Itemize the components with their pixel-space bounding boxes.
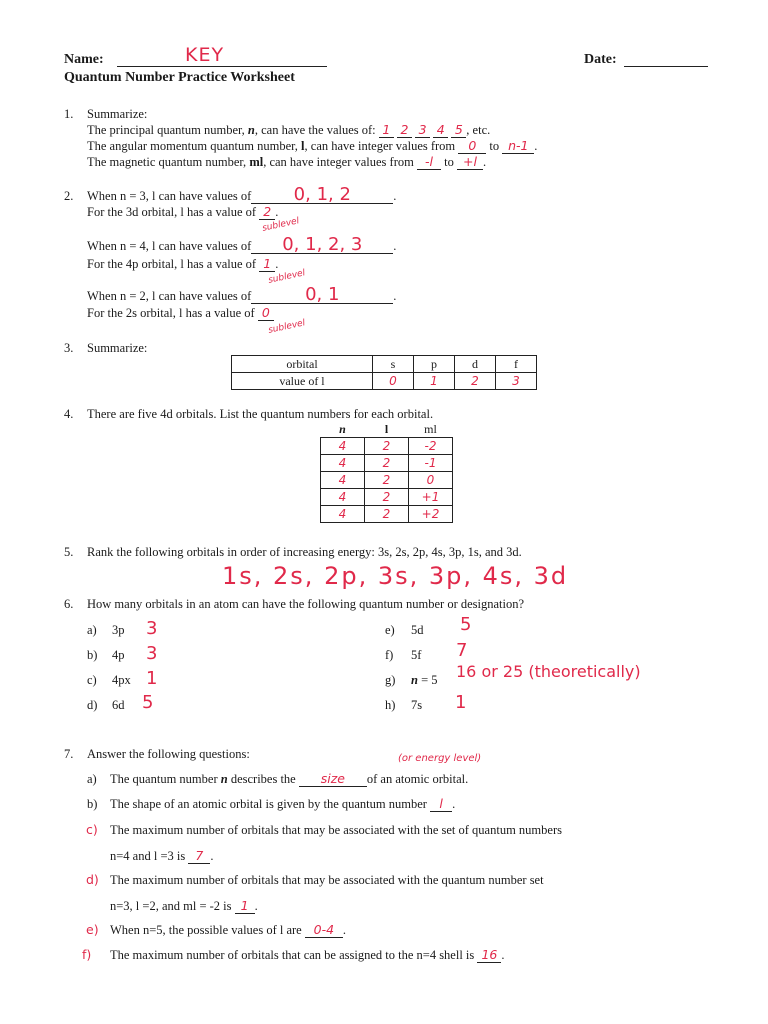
q7-c-line1: The maximum number of orbitals that may be associated with the set of quantum numbers xyxy=(110,823,562,837)
table-row xyxy=(321,455,453,472)
worksheet-title: Quantum Number Practice Worksheet xyxy=(64,70,295,85)
q6-label-c: 4px xyxy=(112,673,131,687)
table-cell: 2 xyxy=(365,438,409,455)
table-cell: 0 xyxy=(409,472,453,489)
table-row xyxy=(321,472,453,489)
q2-when-3: When n = 2, l can have values of 0, 1 . xyxy=(87,284,397,305)
q5-question: Rank the following orbitals in order of increasing energy: 3s, 2s, 2p, 4s, 3p, 1s, and 3d. xyxy=(87,545,522,559)
q6-item-f: f) xyxy=(385,648,394,662)
q3-number: 3. xyxy=(64,341,74,355)
name-label: Name: xyxy=(64,52,104,67)
q7-a-letter: a) xyxy=(87,772,97,786)
q1-number: 1. xyxy=(64,107,74,121)
table-header-orbital: orbital xyxy=(232,356,373,373)
q6-answer-d: 5 xyxy=(142,692,154,713)
q2-number: 2. xyxy=(64,189,74,203)
q7-note: (or energy level) xyxy=(398,753,482,764)
q5-answer: 1s, 2s, 2p, 3s, 3p, 4s, 3d xyxy=(222,562,569,590)
q2-note-2: sublevel xyxy=(267,268,307,286)
q7-b: The shape of an atomic orbital is given by the quantum number l . xyxy=(110,796,456,811)
q6-item-b: b) xyxy=(87,648,98,662)
table-cell: -2 xyxy=(409,438,453,455)
name-line xyxy=(117,66,327,67)
q7-f: The maximum number of orbitals that can be assigned to the n=4 shell is 16 . xyxy=(110,947,505,962)
q1-line2: The angular momentum quantum number, l, can have integer values from 0 to n-1 . xyxy=(87,138,538,153)
q7-number: 7. xyxy=(64,747,74,761)
table-cell: -1 xyxy=(409,455,453,472)
q6-item-h: h) xyxy=(385,698,396,712)
table-header-f: f xyxy=(496,356,537,373)
table-header-p: p xyxy=(414,356,455,373)
quantum-numbers-table xyxy=(320,421,453,523)
q6-label-f: 5f xyxy=(411,648,422,662)
table-row xyxy=(321,489,453,506)
table-cell-s: 0 xyxy=(373,373,414,390)
q1-line1: The principal quantum number, n, can have the values of: 1 2 3 4 5 , etc. xyxy=(87,122,491,137)
table-header-s: s xyxy=(373,356,414,373)
table-cell: 4 xyxy=(321,472,365,489)
table-cell: +1 xyxy=(409,489,453,506)
q6-number: 6. xyxy=(64,597,74,611)
q6-answer-f: 7 xyxy=(456,640,468,661)
orbital-value-table xyxy=(231,355,537,390)
q6-item-a: a) xyxy=(87,623,97,637)
table-cell: 2 xyxy=(365,455,409,472)
q6-label-a: 3p xyxy=(112,623,125,637)
q7-f-letter: f) xyxy=(82,947,92,962)
q6-answer-b: 3 xyxy=(146,643,158,664)
table-cell: 4 xyxy=(321,455,365,472)
q7-heading: Answer the following questions: xyxy=(87,747,250,761)
q6-answer-g: 16 or 25 (theoretically) xyxy=(456,662,641,681)
q7-d-line1: The maximum number of orbitals that may be associated with the quantum number set xyxy=(110,873,544,887)
q6-label-h: 7s xyxy=(411,698,423,712)
table-cell-f: 3 xyxy=(496,373,537,390)
q7-e-letter: e) xyxy=(86,922,99,937)
q6-answer-a: 3 xyxy=(146,618,158,639)
q6-label-e: 5d xyxy=(411,623,424,637)
q4-header-l: l xyxy=(384,421,389,436)
q7-a: The quantum number n describes the size of an atomic orbital. xyxy=(110,771,469,786)
q4-question: There are five 4d orbitals. List the quantum numbers for each orbital. xyxy=(87,407,434,421)
q2-for-3: For the 2s orbital, l has a value of 0 xyxy=(87,305,274,321)
table-row-label: value of l xyxy=(232,373,373,390)
q4-header-ml: ml xyxy=(424,421,437,436)
q7-e: When n=5, the possible values of l are 0-4 . xyxy=(110,922,346,937)
q6-item-c: c) xyxy=(87,673,97,687)
q6-answer-c: 1 xyxy=(146,668,158,689)
q1-heading: Summarize: xyxy=(87,107,148,121)
q7-d-line2: n=3, l =2, and ml = -2 is 1 . xyxy=(110,898,258,913)
q3-heading: Summarize: xyxy=(87,341,148,355)
q6-label-d: 6d xyxy=(112,698,125,712)
q2-for-1: For the 3d orbital, l has a value of 2 . xyxy=(87,204,279,219)
table-header-d: d xyxy=(455,356,496,373)
table-row xyxy=(321,506,453,523)
date-line xyxy=(624,66,708,67)
q7-c-line2: n=4 and l =3 is 7 . xyxy=(110,848,214,863)
q6-question: How many orbitals in an atom can have the following quantum number or designation? xyxy=(87,597,525,611)
q6-item-d: d) xyxy=(87,698,98,712)
table-cell: 2 xyxy=(365,472,409,489)
q4-number: 4. xyxy=(64,407,74,421)
q2-when-1: When n = 3, l can have values of 0, 1, 2 . xyxy=(87,184,397,205)
q6-label-g: n = 5 xyxy=(411,673,438,687)
table-cell: 4 xyxy=(321,438,365,455)
q6-answer-h: 1 xyxy=(455,692,467,713)
q6-item-g: g) xyxy=(385,673,396,687)
q2-note-1: sublevel xyxy=(261,216,301,234)
q7-c-letter: c) xyxy=(86,822,98,837)
q6-item-e: e) xyxy=(385,623,395,637)
q5-number: 5. xyxy=(64,545,74,559)
date-label: Date: xyxy=(584,52,617,67)
q7-d-letter: d) xyxy=(86,872,99,887)
q2-for-2: For the 4p orbital, l has a value of 1 . xyxy=(87,256,279,271)
table-cell: 4 xyxy=(321,489,365,506)
name-value: KEY xyxy=(185,44,225,66)
q6-answer-e: 5 xyxy=(460,614,472,635)
q7-b-letter: b) xyxy=(87,797,98,811)
table-cell: 4 xyxy=(321,506,365,523)
q1-line3: The magnetic quantum number, ml, can have integer values from -l to +l . xyxy=(87,154,487,169)
table-cell-d: 2 xyxy=(455,373,496,390)
q4-header-n: n xyxy=(339,421,346,436)
table-cell-p: 1 xyxy=(414,373,455,390)
table-row xyxy=(321,438,453,455)
table-cell: 2 xyxy=(365,506,409,523)
q2-when-2: When n = 4, l can have values of 0, 1, 2, 3 . xyxy=(87,234,397,255)
q2-note-3: sublevel xyxy=(267,318,307,336)
table-cell: 2 xyxy=(365,489,409,506)
table-cell: +2 xyxy=(409,506,453,523)
q6-label-b: 4p xyxy=(112,648,125,662)
